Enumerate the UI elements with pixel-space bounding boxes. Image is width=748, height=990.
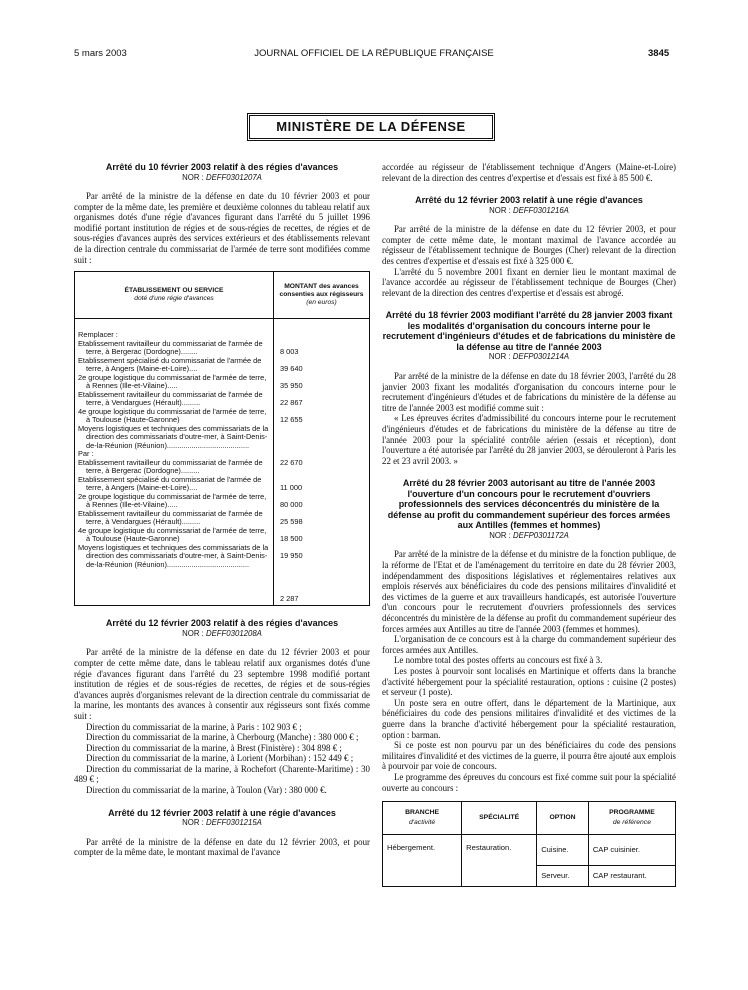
header-journal-title: JOURNAL OFFICIEL DE LA RÉPUBLIQUE FRANÇAISE [254,48,494,59]
art6-para: Un poste sera en outre offert, dans le département de la Martinique, aux bénéficiaires du code des pensions militaires d'invalidité et des victimes de la guerre dans la branche d'activité hébergement pour la spécialité restauration, option : barman. [382,697,676,740]
art2-line: Direction du commissariat de la marine, à Cherbourg (Manche) : 380 000 € ; [86,732,359,743]
art2-title: Arrêté du 12 février 2003 relatif à des régies d'avances [105,618,339,629]
art2-line: Direction du commissariat de la marine, à Lorient (Morbihan) : 152 449 € ; [86,753,354,764]
prog-cell-option: Cuisine. [537,835,589,866]
art1-table-header-amount: MONTANT des avances consenties aux régisseurs (en euros) [274,272,370,319]
art4-title: Arrêté du 12 février 2003 relatif à une régie d'avances [415,195,643,206]
table-row-label: Etablissement spécialisé du commissariat de l'armée de terre, à Angers (Maine-et-Loire).... [78,474,262,493]
left-column [74,162,370,858]
table-row-label: Etablissement ravitailleur du commissariat de l'armée de terre, à Vendargues (Hérault)......... [78,508,263,527]
table-row-label: Etablissement spécialisé du commissariat de l'armée de terre, à Angers (Maine-et-Loire).... [78,355,262,374]
art6-nor: NOR : DEFP0301172A [489,530,569,540]
table-row-label: Moyens logistiques et techniques des commissariats de la direction des commissariats d'outre-mer, à Saint-Denis-de-la-Réunion (Réunion)........................................ [78,423,269,450]
table-row-label: Etablissement ravitailleur du commissariat de l'armée de terre, à Bergerac (Dordogne)......... [78,457,263,476]
table-row-amount: 2 287 [280,593,299,603]
art6-para: Le programme des épreuves du concours est fixé comme suit pour la spécialité ouverte au concours : [382,771,676,793]
art2-line: Direction du commissariat de la marine, à Paris : 102 903 € ; [86,721,302,732]
header-page-number: 3845 [648,48,670,59]
prog-cell-option: Serveur. [537,866,589,887]
table-row-amount: 18 500 [280,534,303,544]
art5-para: « Les épreuves écrites d'admissibilité du concours interne pour le recrutement d'ingénieurs d'études et de fabrications du ministère de la défense au titre de l'année 2003 pour la spécialité contrôle aérien (essais et réception), dont l'ouverture a été autorisée par l'arrêté du 28 janvier 2003, se dérouleront à Paris les 22 et 23 avril 2003. » [382,413,676,466]
table-row-label: 2e groupe logistique du commissariat de l'armée de terre, à Rennes (Ille-et-Vilaine)..... [78,491,267,510]
right-column [382,162,676,887]
table-row-amount: 25 598 [280,517,303,527]
ministry-heading: MINISTÈRE DE LA DÉFENSE [247,113,495,141]
art3-title: Arrêté du 12 février 2003 relatif à une régie d'avances [108,807,336,818]
art2-line: Direction du commissariat de la marine, à Brest (Finistère) : 304 898 € ; [86,742,342,753]
art4-para: Par arrêté de la ministre de la défense en date du 12 février 2003, et pour compter de cette même date, le montant maximal de l'avance accordée au régisseur de l'établissement technique de Bourges (Cher) relevant de la direction des centres d'expertise et d'essais est fixé à 325 000 €. [382,224,676,267]
table-row-label: 2e groupe logistique du commissariat de l'armée de terre, à Rennes (Ille-et-Vilaine)..... [78,372,267,391]
art2-line: Direction du commissariat de la marine, à Rochefort (Charente-Maritime) : 30 489 € ; [74,763,370,785]
table-row-label: 4e groupe logistique du commissariat de l'armée de terre, à Toulouse (Haute-Garonne) [78,525,267,544]
table-row-amount: 12 655 [280,415,303,425]
prog-cell-programme: CAP cuisinier. [588,835,675,866]
table-row-amount: 22 670 [280,457,303,467]
table-row-amount: 8 003 [280,347,299,357]
art6-para: Les postes à pourvoir sont localisés en Martinique et offerts dans la branche d'activité hébergement pour la spécialité restauration, options : cuisine (2 postes) et serveur (1 poste). [382,666,676,698]
art6-para: Le nombre total des postes offerts au concours est fixé à 3. [394,655,603,666]
art4-nor: NOR : DEFF0301216A [489,205,569,215]
par-label: Par : [78,449,94,459]
art6-para: Par arrêté de la ministre de la défense et du ministre de la fonction publique, de la réforme de l'Etat et de l'aménagement du territoire en date du 28 février 2003, indépendamment des dispositions législatives et réglementaires relatives aux emplois réservés aux bénéficiaires du code des pensions militaires d'invalidité et des victimes de la guerre et aux travailleurs handicapés, est autorisée l'ouverture d'un concours pour le recrutement d'ouvriers professionnels des services déconcentrés du ministère de la défense au profit du commandement supérieur des forces armées aux Antilles au titre de l'année 2003 (femmes et hommes). [382,549,676,634]
art5-title: Arrêté du 18 février 2003 modifiant l'arrêté du 28 janvier 2003 fixant les modalités d'organisation du concours interne pour le recrutement d'ingénieurs d'études et de fabrications du ministère de la défense au titre de l'année 2003 [382,310,676,352]
table-row-amount: 35 950 [280,381,303,391]
art5-nor: NOR : DEFP0301214A [488,352,570,362]
art5-para: Par arrêté de la ministre de la défense en date du 18 février 2003, l'arrêté du 28 janvier 2003 fixant les modalités d'organisation du concours interne pour le recrutement d'ingénieurs d'études et de fabrications du ministère de la défense au titre de l'année 2003 est modifié comme suit : [382,371,676,413]
art4-para: L'arrêté du 5 novembre 2001 fixant en dernier lieu le montant maximal de l'avance accordée au régisseur de l'établissement technique de Bourges (Cher) relevant de la direction des centres d'expertise et d'essais est abrogé. [382,266,676,298]
prog-cell-branche: Hébergement. [383,835,462,887]
prog-cell-programme: CAP restaurant. [588,866,675,887]
art1-nor: NOR : DEFF0301207A [182,172,262,182]
table-row-label: Moyens logistiques et techniques des commissariats de la direction des commissariats d'outre-mer, à Saint-Denis-de-la-Réunion (Réunion)........................................ [78,542,269,569]
prog-cell-specialite: Restauration. [462,835,537,887]
art3-body: Par arrêté de la ministre de la défense en date du 12 février 2003, et pour compter de la même date, le montant maximal de l'avance [74,836,370,858]
art1-table-header-establishment: ÉTABLISSEMENT OU SERVICE doté d'une régie d'avances [75,272,274,319]
art2-body: Par arrêté de la ministre de la défense en date du 12 février 2003 et pour compter de cette même date, dans le tableau relatif aux organismes dotés d'une régie d'avances figurant dans l'arrêté du 23 septembre 1998 modifié portant institution de régies et de sous-régies de recettes, de régies et de sous-régies d'avances auprès d'organismes relevant de la direction centrale du commissariat de la marine, les montants des avances à consentir aux régisseurs sont fixés comme suit : [74,647,370,721]
art1-title: Arrêté du 10 février 2003 relatif à des régies d'avances [105,162,339,172]
table-row-label: Etablissement ravitailleur du commissariat de l'armée de terre, à Vendargues (Hérault)......... [78,389,263,408]
prog-header-branche: BRANCHE d'activité [383,802,462,835]
prog-header-programme: PROGRAMME de référence [588,802,675,835]
art6-para: L'organisation de ce concours est à la charge du commandement supérieur des forces armées aux Antilles. [382,634,676,655]
art3-continuation: accordée au régisseur de l'établissement technique d'Angers (Maine-et-Loire) relevant de la direction des centres d'expertise et d'essais est fixé à 85 500 €. [382,162,676,183]
prog-header-option: OPTION [537,802,589,835]
art2-line: Direction du commissariat de la marine, à Toulon (Var) : 380 000 €. [86,785,327,796]
table-row-label: 4e groupe logistique du commissariat de l'armée de terre, à Toulouse (Haute-Garonne) [78,406,267,425]
art6-programme-table [382,801,676,887]
header-date: 5 mars 2003 [74,48,127,59]
art1-table-labels [75,319,274,606]
art1-body: Par arrêté de la ministre de la défense en date du 10 février 2003 et pour compter de la même date, les première et deuxième colonnes du tableau relatif aux organismes dotés d'une régie d'avances figurant dans l'arrêté du 5 juillet 1996 modifié portant institution de régies et de sous-régies de recettes, de régies et de sous-régies d'avances auprès des services extérieurs et des établissements relevant de la direction centrale du commissariat de l'armée de terre sont modifiées comme suit : [74,191,370,265]
table-row-amount: 39 640 [280,364,303,374]
art2-nor: NOR : DEFF0301208A [182,628,262,638]
art1-table-amounts [274,319,370,606]
table-row-label: Etablissement ravitailleur du commissariat de l'armée de terre, à Bergerac (Dordogne)........ [78,338,263,357]
table-row-amount: 80 000 [280,500,303,510]
table-row-amount: 22 867 [280,398,303,408]
table-row-amount: 19 950 [280,551,303,561]
art1-advances-table [74,271,370,606]
table-row-amount: 11 000 [280,483,303,493]
art6-para: Si ce poste est non pourvu par un des bénéficiaires du code des pensions militaires d'invalidité et des victimes de la guerre, il pourra être ajouté aux emplois à pourvoir par voie de concours. [382,740,676,772]
prog-header-specialite: SPÉCIALITÉ [462,802,537,835]
art6-title: Arrêté du 28 février 2003 autorisant au titre de l'année 2003 l'ouverture d'un concours pour le recrutement d'ouvriers professionnels des services déconcentrés du ministère de la défense au profit du commandement supérieur des forces armées aux Antilles (femmes et hommes) [387,478,671,531]
art3-nor: NOR : DEFF0301215A [182,818,262,828]
remplacer-label: Remplacer : [78,330,118,340]
